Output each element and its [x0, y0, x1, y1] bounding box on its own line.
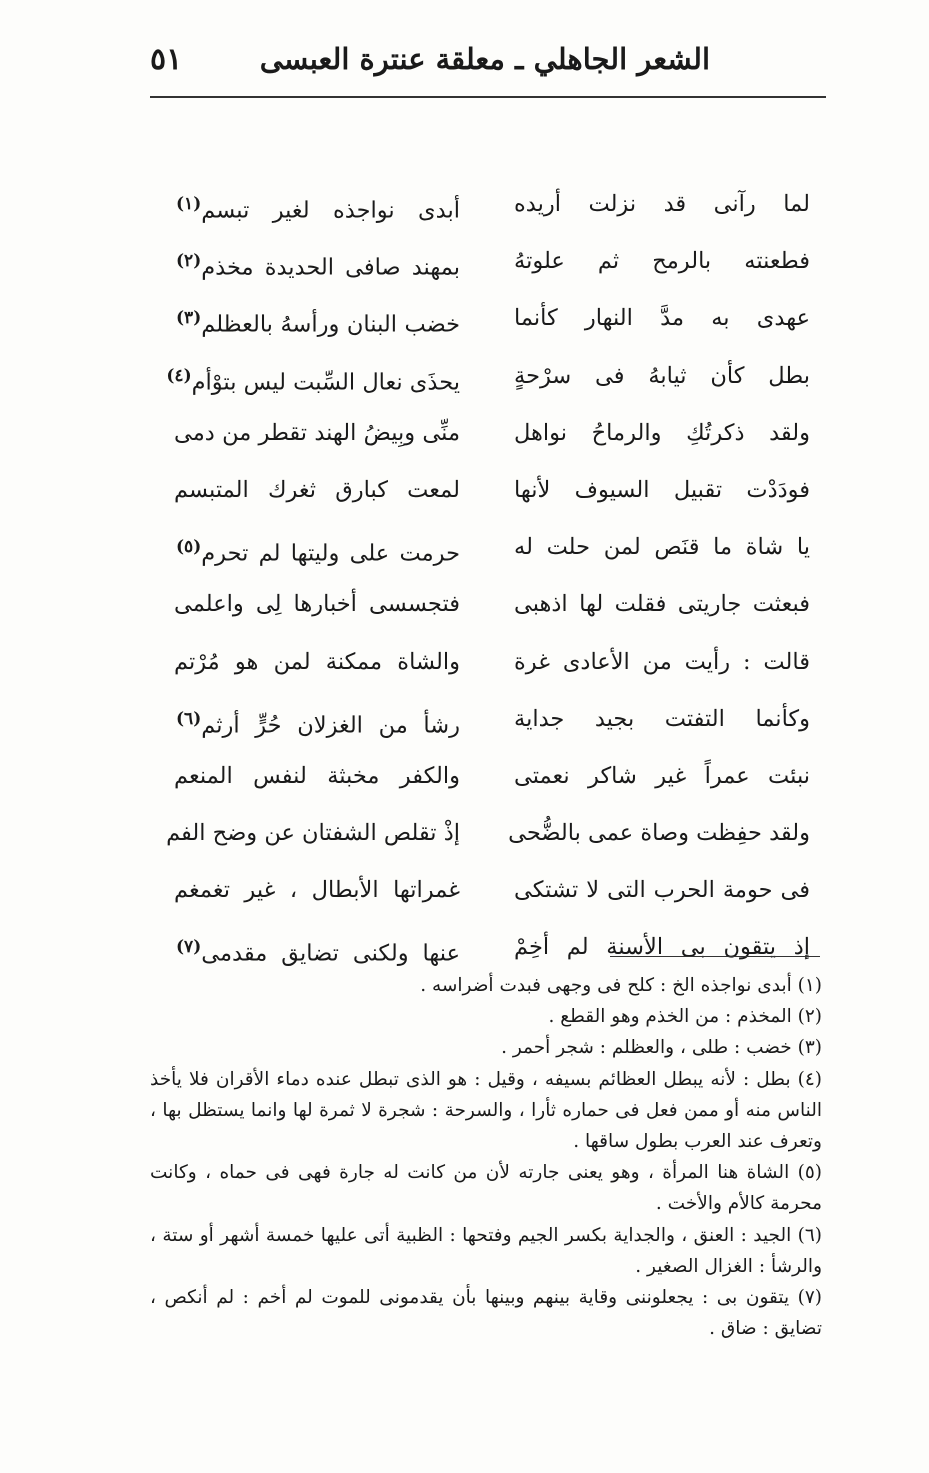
verse-first-hemistich: نبئت عمراً غير شاكر نعمتى: [514, 762, 810, 789]
verse-second-hemistich: [174, 246, 460, 283]
verse-first-hemistich: قالت : رأيت من الأعادى غرة: [514, 648, 810, 675]
verse-first-hemistich: ولقد ذكرتُكِ والرماحُ نواهل: [514, 419, 810, 446]
verse-line: [150, 461, 820, 518]
verse-line: [150, 232, 820, 289]
footnote-rule: [610, 956, 820, 957]
verse-first-hemistich: فودَدْت تقبيل السيوف لأنها: [514, 476, 810, 503]
verse-second-hemistich: [174, 932, 460, 969]
verse-line: [150, 518, 820, 575]
verse-first-hemistich: لما رآنى قد نزلت أريده: [514, 191, 810, 217]
verse-second-text: أبدى نواجذه لغير تبسم: [201, 197, 460, 224]
verse-line: [150, 747, 820, 804]
running-title: الشعر الجاهلي ـ معلقة عنترة العبسى: [259, 42, 710, 76]
verse-second-text: منِّى وبِيضُ الهند تقطر من دمى: [174, 419, 460, 446]
verse-second-text: يحذَى نعال السِّبت ليس بتوْأم: [191, 369, 460, 396]
footnote: (٢) المخذم : من الخذم وهو القطع .: [548, 1006, 822, 1028]
verse-first-hemistich: إذ يتقون بى الأسنة لم أخِمْ: [514, 934, 810, 961]
footnote-reference: (٥): [176, 537, 202, 558]
footnote-reference: (٢): [176, 251, 202, 272]
page-number: ٥١: [150, 42, 183, 77]
footnote-reference: (٦): [176, 708, 202, 729]
footnote: (٧) يتقون بى : يجعلوننى وقاية بينهم وبينها بأن يقدمونى للموت لم أخم : لم أنكص ، تضايق : ضاق .: [150, 1287, 822, 1340]
footnote-reference: (٣): [176, 308, 202, 329]
footnote-reference: (٧): [176, 937, 202, 958]
verse-second-hemistich: [174, 647, 460, 677]
verse-second-text: عنها ولكنى تضايق مقدمى: [201, 940, 460, 967]
verse-second-hemistich: [174, 761, 460, 791]
verse-line: [150, 575, 820, 632]
footnote: (٥) الشاة هنا المرأة ، وهو يعنى جارته لأن من كانت له جارة فهى فى حماه ، وكانت محرمة كالأم والأخت .: [150, 1162, 822, 1215]
verse-first-hemistich: وكأنما التفتت بجيد جداية: [514, 705, 810, 732]
verse-second-text: إذْ تقلص الشفتان عن وضح الفم: [166, 820, 460, 847]
verse-line: [150, 175, 820, 232]
verse-second-hemistich: [174, 189, 460, 226]
verse-second-text: غمراتها الأبطال ، غير تغمغم: [174, 877, 460, 904]
poem-body: [150, 175, 820, 976]
verse-second-text: خضب البنان ورأسهُ بالعظلم: [201, 311, 460, 338]
page-header: [150, 38, 710, 88]
verse-second-hemistich: [166, 361, 460, 398]
verse-first-hemistich: فى حومة الحرب التى لا تشتكى: [514, 877, 810, 904]
verse-line: [150, 347, 820, 404]
verse-second-text: بمهند صافى الحديدة مخذم: [201, 254, 460, 281]
verse-second-text: والشاة ممكنة لمن هو مُرْتم: [174, 648, 460, 675]
verse-first-hemistich: بطل كأن ثيابهُ فى سرْحةٍ: [514, 362, 810, 389]
footnote: (٣) خضب : طلى ، والعظلم : شجر أحمر .: [501, 1037, 822, 1059]
footnote: (١) أبدى نواجذه الخ : كلح فى وجهى فبدت أضراسه .: [420, 975, 822, 996]
footnote: (٤) بطل : لأنه يبطل العظائم بسيفه ، وقيل : هو الذى تبطل عنده دماء الأقران فلا يأخذ الناس منه أو ممن فعل فى حماره ثأرا ، والسرحة : شجرة لا ثمرة لها وانما يستظل بها ، وتعرف عند العرب بطول ساقها .: [150, 1068, 822, 1153]
footnote-reference: (١): [176, 194, 202, 214]
verse-second-hemistich: [174, 589, 460, 619]
verse-first-hemistich: عهدى به مدَّ النهار كأنما: [514, 305, 810, 332]
footnotes: [150, 970, 822, 1344]
verse-line: [150, 633, 820, 690]
verse-second-hemistich: [174, 303, 460, 340]
verse-first-hemistich: فطعنته بالرمح ثم علوتهُ: [514, 248, 810, 275]
verse-second-text: فتجسسى أخبارها لِى واعلمى: [174, 591, 460, 618]
verse-line: [150, 404, 820, 461]
verse-line: [150, 289, 820, 346]
header-rule: [150, 96, 826, 98]
verse-line: [150, 690, 820, 747]
verse-line: [150, 861, 820, 918]
verse-first-hemistich: يا شاة ما قنَص لمن حلت له: [514, 534, 810, 561]
footnote-reference: (٤): [166, 365, 192, 386]
verse-line: [150, 804, 820, 861]
verse-line: [150, 918, 820, 975]
verse-second-hemistich: [174, 532, 460, 569]
verse-second-text: لمعت كبارق ثغرك المتبسم: [174, 476, 460, 503]
verse-first-hemistich: ولقد حفِظت وصاة عمى بالضُّحى: [508, 820, 810, 847]
verse-second-hemistich: [174, 875, 460, 905]
verse-second-text: رشأ من الغزلان حُرٍّ أرثم: [201, 712, 460, 739]
verse-second-hemistich: [166, 818, 460, 848]
verse-second-hemistich: [174, 475, 460, 505]
verse-first-hemistich: فبعثت جاريتى فقلت لها اذهبى: [514, 591, 810, 618]
verse-second-text: والكفر مخبثة لنفس المنعم: [174, 762, 460, 789]
verse-second-hemistich: [174, 418, 460, 448]
verse-second-hemistich: [174, 704, 460, 741]
footnote: (٦) الجيد : العنق ، والجداية بكسر الجيم وفتحها : الظبية أتى عليها خمسة أشهر أو ستة ، والرشأ : الغزال الصغير .: [150, 1224, 822, 1277]
verse-second-text: حرمت على وليتها لم تحرم: [201, 540, 460, 567]
